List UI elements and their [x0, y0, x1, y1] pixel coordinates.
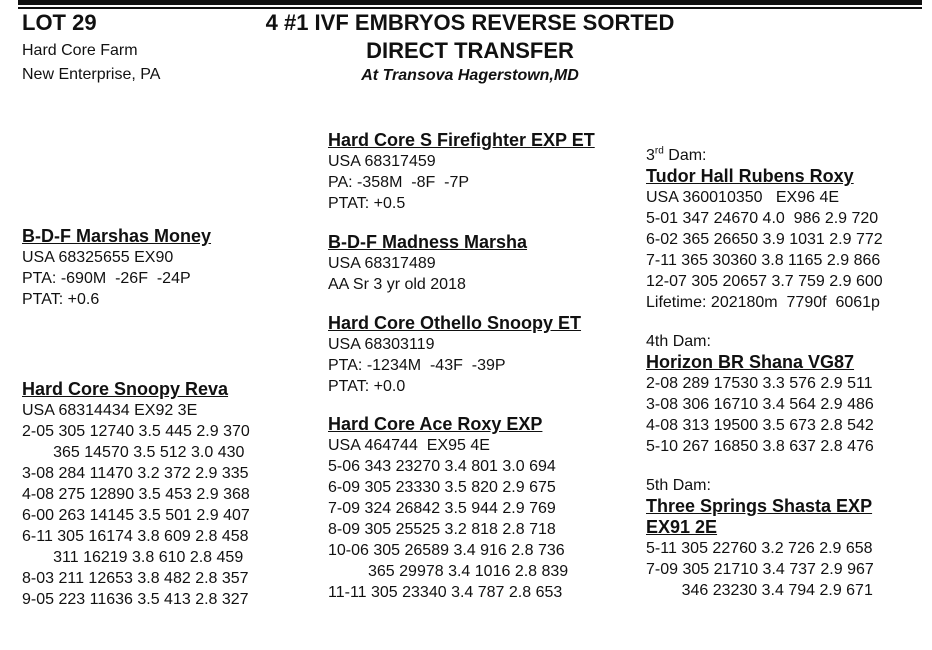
animal-name-cont: EX91 2E	[646, 517, 718, 537]
record-line: 6-00 263 14145 3.5 501 2.9 407	[22, 507, 250, 524]
animal-line: PTAT: +0.6	[22, 291, 100, 308]
farm-location: New Enterprise, PA	[22, 66, 161, 83]
animal-name: Tudor Hall Rubens Roxy	[646, 166, 854, 186]
record-line: 7-09 324 26842 3.5 944 2.9 769	[328, 500, 556, 517]
record-line: 6-09 305 23330 3.5 820 2.9 675	[328, 479, 556, 496]
fifth-dam	[646, 475, 874, 601]
record-line: 6-02 365 26650 3.9 1031 2.9 772	[646, 231, 883, 248]
sire-marshas-money	[22, 226, 211, 310]
animal-line: USA 360010350 EX96 4E	[646, 189, 840, 206]
animal-line: PA: -358M -8F -7P	[328, 174, 470, 191]
sire-othello-snoopy	[328, 313, 581, 397]
animal-line: USA 68303119	[328, 336, 435, 353]
animal-line: PTA: -690M -26F -24P	[22, 270, 191, 287]
fourth-dam	[646, 331, 874, 457]
record-line: 9-05 223 11636 3.5 413 2.8 327	[22, 591, 249, 608]
record-line: 5-01 347 24670 4.0 986 2.9 720	[646, 210, 879, 227]
animal-name: Three Springs Shasta EXP	[646, 496, 873, 516]
record-line: 8-09 305 25525 3.2 818 2.8 718	[328, 521, 556, 538]
dam-ace-roxy	[328, 414, 568, 603]
animal-name: Hard Core Othello Snoopy ET	[328, 313, 582, 333]
lot-number: LOT 29	[22, 10, 97, 35]
record-line: 311 16219 3.8 610 2.8 459	[22, 549, 244, 566]
animal-name: B-D-F Madness Marsha	[328, 232, 528, 252]
animal-line: PTAT: +0.0	[328, 378, 406, 395]
animal-line: USA 68317489	[328, 255, 436, 272]
record-line: 346 23230 3.4 794 2.9 671	[646, 582, 873, 599]
dam-madness-marsha	[328, 232, 527, 295]
lot-title-line2: DIRECT TRANSFER	[366, 38, 574, 63]
animal-name: Hard Core Ace Roxy EXP	[328, 414, 543, 434]
lot-title-line1: 4 #1 IVF EMBRYOS REVERSE SORTED	[265, 10, 675, 35]
animal-name: Hard Core S Firefighter EXP ET	[328, 130, 595, 150]
record-line: 4-08 313 19500 3.5 673 2.8 542	[646, 417, 874, 434]
record-line: 365 14570 3.5 512 3.0 430	[22, 444, 245, 461]
lifetime-line: Lifetime: 202180m 7790f 6061p	[646, 294, 880, 311]
record-line: 4-08 275 12890 3.5 453 2.9 368	[22, 486, 250, 503]
animal-name: Horizon BR Shana VG87	[646, 352, 855, 372]
record-line: 2-05 305 12740 3.5 445 2.9 370	[22, 423, 250, 440]
record-line: 2-08 289 17530 3.3 576 2.9 511	[646, 375, 873, 392]
animal-line: USA 68314434 EX92 3E	[22, 402, 198, 419]
record-line: 6-11 305 16174 3.8 609 2.8 458	[22, 528, 249, 545]
third-dam-label: 3rd Dam:	[646, 145, 707, 164]
record-line: 5-10 267 16850 3.8 637 2.8 476	[646, 438, 874, 455]
animal-line: PTAT: +0.5	[328, 195, 406, 212]
third-dam	[646, 145, 883, 313]
animal-name: Hard Core Snoopy Reva	[22, 379, 229, 399]
record-line: 5-06 343 23270 3.4 801 3.0 694	[328, 458, 556, 475]
record-line: 3-08 306 16710 3.4 564 2.9 486	[646, 396, 874, 413]
record-line: 365 29978 3.4 1016 2.8 839	[328, 563, 569, 580]
record-line: 10-06 305 26589 3.4 916 2.8 736	[328, 542, 565, 559]
record-line: 11-11 305 23340 3.4 787 2.8 653	[328, 584, 563, 601]
record-line: 12-07 305 20657 3.7 759 2.9 600	[646, 273, 883, 290]
animal-line: USA 464744 EX95 4E	[328, 437, 490, 454]
animal-line: USA 68317459	[328, 153, 436, 170]
lot-subtitle: At Transova Hagerstown,MD	[361, 67, 579, 84]
fourth-dam-label: 4th Dam:	[646, 333, 711, 350]
farm-name: Hard Core Farm	[22, 42, 138, 59]
record-line: 8-03 211 12653 3.8 482 2.8 357	[22, 570, 249, 587]
record-line: 3-08 284 11470 3.2 372 2.9 335	[22, 465, 249, 482]
animal-line: USA 68325655 EX90	[22, 249, 174, 266]
top-rule-thin	[18, 7, 922, 9]
record-line: 7-11 365 30360 3.8 1165 2.9 866	[646, 252, 881, 269]
sire-firefighter	[328, 130, 595, 214]
dam-snoopy-reva	[22, 379, 250, 610]
animal-line: AA Sr 3 yr old 2018	[328, 276, 466, 293]
animal-name: B-D-F Marshas Money	[22, 226, 212, 246]
record-line: 5-11 305 22760 3.2 726 2.9 658	[646, 540, 873, 557]
record-line: 7-09 305 21710 3.4 737 2.9 967	[646, 561, 874, 578]
top-rule	[18, 0, 922, 5]
fifth-dam-label: 5th Dam:	[646, 477, 711, 494]
animal-line: PTA: -1234M -43F -39P	[328, 357, 506, 374]
